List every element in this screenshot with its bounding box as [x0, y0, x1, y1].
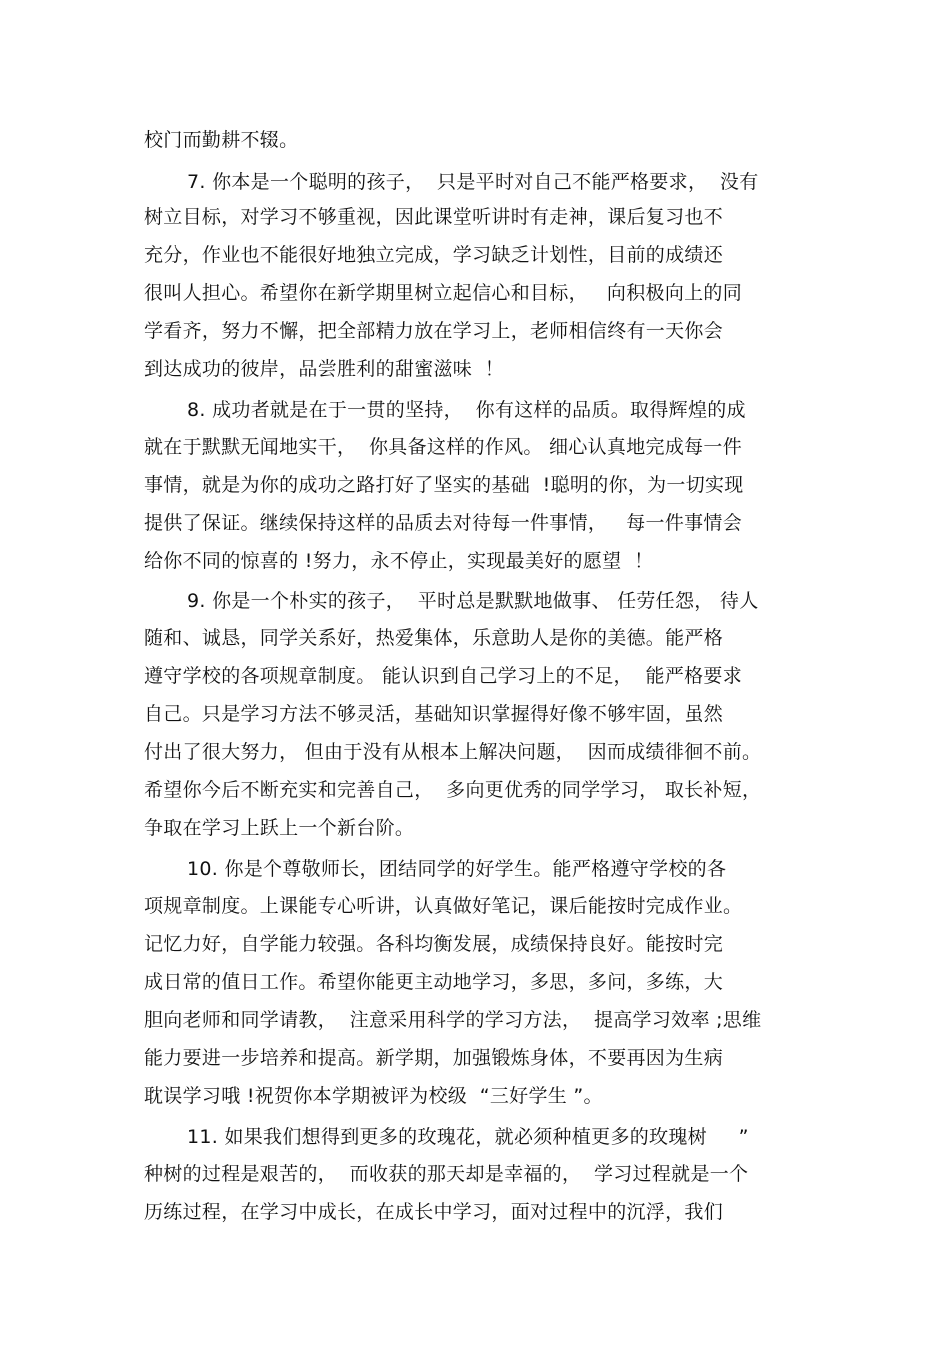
text-line: 种树的过程是艰苦的， 而收获的那天却是幸福的， 学习过程就是一个 [144, 1163, 749, 1185]
text-line: 随和、诚恳，同学关系好，热爱集体，乐意助人是你的美德。能严格 [144, 627, 724, 649]
text-line: 项规章制度。上课能专心听讲，认真做好笔记，课后能按时完成作业。 [144, 895, 743, 917]
text-line: 争取在学习上跃上一个新台阶。 [144, 817, 415, 839]
text-line: 11. 如果我们想得到更多的玫瑰花，就必须种植更多的玫瑰树 ” [187, 1126, 749, 1148]
text-line: 耽误学习哦 !祝贺你本学期被评为校级 “三好学生 ”。 [144, 1085, 603, 1107]
text-line: 8. 成功者就是在于一贯的坚持， 你有这样的品质。取得辉煌的成 [187, 399, 746, 421]
text-line: 事情，就是为你的成功之路打好了坚实的基础 !聪明的你，为一切实现 [144, 474, 744, 496]
text-line: 成日常的值日工作。希望你能更主动地学习，多思，多问，多练，大 [144, 971, 724, 993]
text-line: 树立目标，对学习不够重视，因此课堂听讲时有走神，课后复习也不 [144, 206, 724, 228]
text-line: 胆向老师和同学请教， 注意采用科学的学习方法， 提高学习效率 ;思维 [144, 1009, 762, 1031]
text-line: 到达成功的彼岸，品尝胜利的甜蜜滋味 ！ [144, 358, 505, 380]
text-line: 自己。只是学习方法不够灵活，基础知识掌握得好像不够牢固，虽然 [144, 703, 724, 725]
text-line: 遵守学校的各项规章制度。 能认识到自己学习上的不足， 能严格要求 [144, 665, 743, 687]
text-line: 10. 你是个尊敬师长，团结同学的好学生。能严格遵守学校的各 [187, 858, 727, 880]
text-line: 校门而勤耕不辍。 [144, 129, 299, 151]
text-line: 学看齐，努力不懈，把全部精力放在学习上，老师相信终有一天你会 [144, 320, 724, 342]
text-line: 充分，作业也不能很好地独立完成，学习缺乏计划性，目前的成绩还 [144, 244, 724, 266]
text-line: 希望你今后不断充实和完善自己， 多向更优秀的同学学习， 取长补短， [144, 779, 762, 801]
text-line: 9. 你是一个朴实的孩子， 平时总是默默地做事、 任劳任怨， 待人 [187, 590, 759, 612]
text-line: 就在于默默无闻地实干， 你具备这样的作风。 细心认真地完成每一件 [144, 436, 743, 458]
text-line: 7. 你本是一个聪明的孩子， 只是平时对自己不能严格要求， 没有 [187, 171, 759, 193]
text-line: 记忆力好，自学能力较强。各科均衡发展，成绩保持良好。能按时完 [144, 933, 724, 955]
text-line: 历练过程，在学习中成长，在成长中学习，面对过程中的沉浮，我们 [144, 1201, 724, 1223]
text-line: 能力要进一步培养和提高。新学期，加强锻炼身体，不要再因为生病 [144, 1047, 724, 1069]
text-line: 付出了很大努力， 但由于没有从根本上解决问题， 因而成绩徘徊不前。 [144, 741, 762, 763]
text-line: 很叫人担心。希望你在新学期里树立起信心和目标， 向积极向上的同 [144, 282, 743, 304]
text-line: 提供了保证。继续保持这样的品质去对待每一件事情， 每一件事情会 [144, 512, 743, 534]
text-line: 给你不同的惊喜的 !努力，永不停止，实现最美好的愿望 ！ [144, 550, 654, 572]
